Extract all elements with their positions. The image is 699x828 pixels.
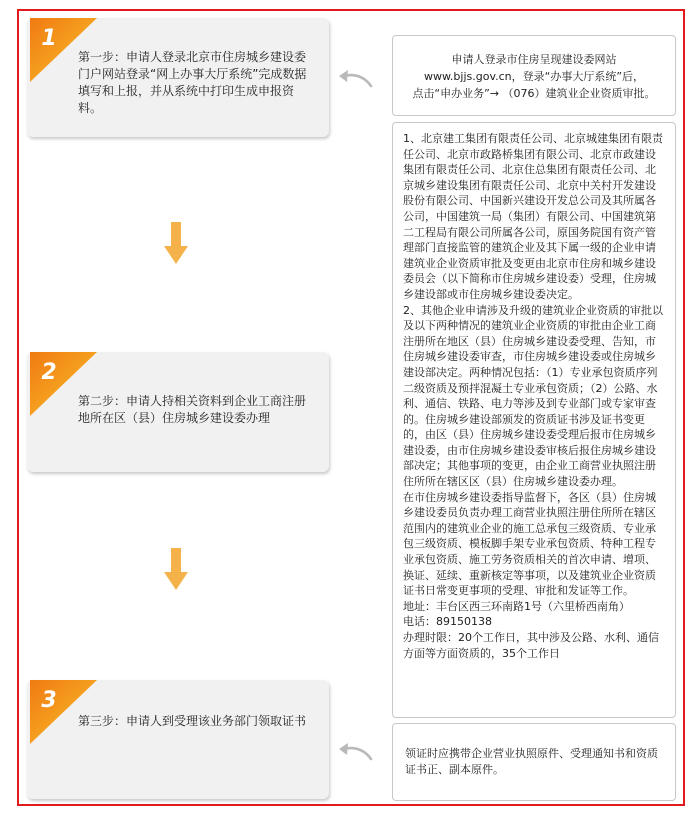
down-arrow-icon xyxy=(164,548,188,590)
info-3-text: 领证时应携带企业营业执照原件、受理通知书和资质证书正、副本原件。 xyxy=(405,747,658,776)
info-2-address: 地址：丰台区西三环南路1号（六里桥西南角） xyxy=(403,599,630,613)
step-3-text: 第三步：申请人到受理该业务部门领取证书 xyxy=(78,714,307,728)
down-arrow-icon xyxy=(164,222,188,264)
info-2-phone: 电话：89150138 xyxy=(403,615,492,629)
curved-back-arrow-icon xyxy=(339,67,373,89)
step-3-number: 3 xyxy=(41,688,57,713)
step-3-card xyxy=(27,680,329,799)
info-box-certificate-pickup xyxy=(392,723,676,801)
step-2-card xyxy=(27,352,329,472)
info-1-line-3: 点击“申办业务”→ （076）建筑业企业资质审批。 xyxy=(412,87,656,100)
info-box-online-login xyxy=(392,35,676,116)
info-1-line-2: www.bjjs.gov.cn，登录“办事大厅系统”后， xyxy=(423,70,645,83)
step-2-text: 第二步：申请人持相关资料到企业工商注册地所在区（县）住房城乡建设委办理 xyxy=(78,394,307,425)
info-1-line-1: 申请人登录市住房呈现建设委网站 xyxy=(451,53,617,66)
step-3-badge xyxy=(27,680,97,744)
info-2-paragraph-3: 在市住房城乡建设委指导监督下，各区（县）住房城乡建设委员负责办理工商营业执照注册住所所在辖区范围内的建筑业企业的施工总承包三级资质、专业承包三级资质、模板脚手架专业承包资质、特种工程专业承包资质、施工劳务资质相关的首次申请、增项、换证、延续、重新核定等事项，以及建筑业企业资质证书日常变更事项的受理、审批和发证等工作。 xyxy=(403,490,656,598)
info-box-acceptance-rules xyxy=(392,122,676,718)
info-2-paragraph-1: 1、北京建工集团有限责任公司、北京城建集团有限责任公司、北京市政路桥集团有限公司、北京市政建设集团有限责任公司、北京住总集团有限责任公司、北京城乡建设集团有限责任公司、北京中关村开发建设股份有限公司、中国新兴建设开发总公司及其所属各公司，中国建筑一局（集团）有限公司、中国建筑第二工程局有限公司所属各公司，原国务院国有资产管理部门直接监管的建筑企业及其下属一级的企业申请建筑业企业资质审批及变更由北京市住房和城乡建设委员会（以下简称市住房城乡建设委）受理，住房城乡建设部或市住房城乡建设委决定。 xyxy=(403,132,663,301)
step-1-text: 第一步：申请人登录北京市住房城乡建设委门户网站登录“网上办事大厅系统”完成数据填写和上报，并从系统中打印生成申报资料。 xyxy=(78,50,307,115)
curved-back-arrow-icon xyxy=(339,740,373,762)
info-2-time-limit: 办理时限：20个工作日，其中涉及公路、水利、通信方面等方面资质的，35个工作日 xyxy=(403,631,659,660)
info-2-paragraph-2: 2、其他企业申请涉及升级的建筑业企业资质的审批以及以下两种情况的建筑业企业资质的审批由企业工商注册所在地区（县）住房城乡建设委受理、告知，市住房城乡建设委审查，市住房城乡建设委或住房城乡建设部决定。两种情况包括：（1）专业承包资质序列二级资质及预拌混凝土专业承包资质；（2）公路、水利、通信、铁路、电力等涉及到专业部门或专家审查的。住房城乡建设部颁发的资质证书涉及证书变更的，由区（县）住房城乡建设委受理后报市住房城乡建设委，由市住房城乡建设委审核后报住房城乡建设部决定；其他事项的变更，由企业工商营业执照注册住所所在辖区区（县）住房城乡建设委办理。 xyxy=(403,303,663,489)
step-1-card xyxy=(27,18,329,137)
step-2-number: 2 xyxy=(41,360,57,385)
step-1-number: 1 xyxy=(41,26,57,51)
